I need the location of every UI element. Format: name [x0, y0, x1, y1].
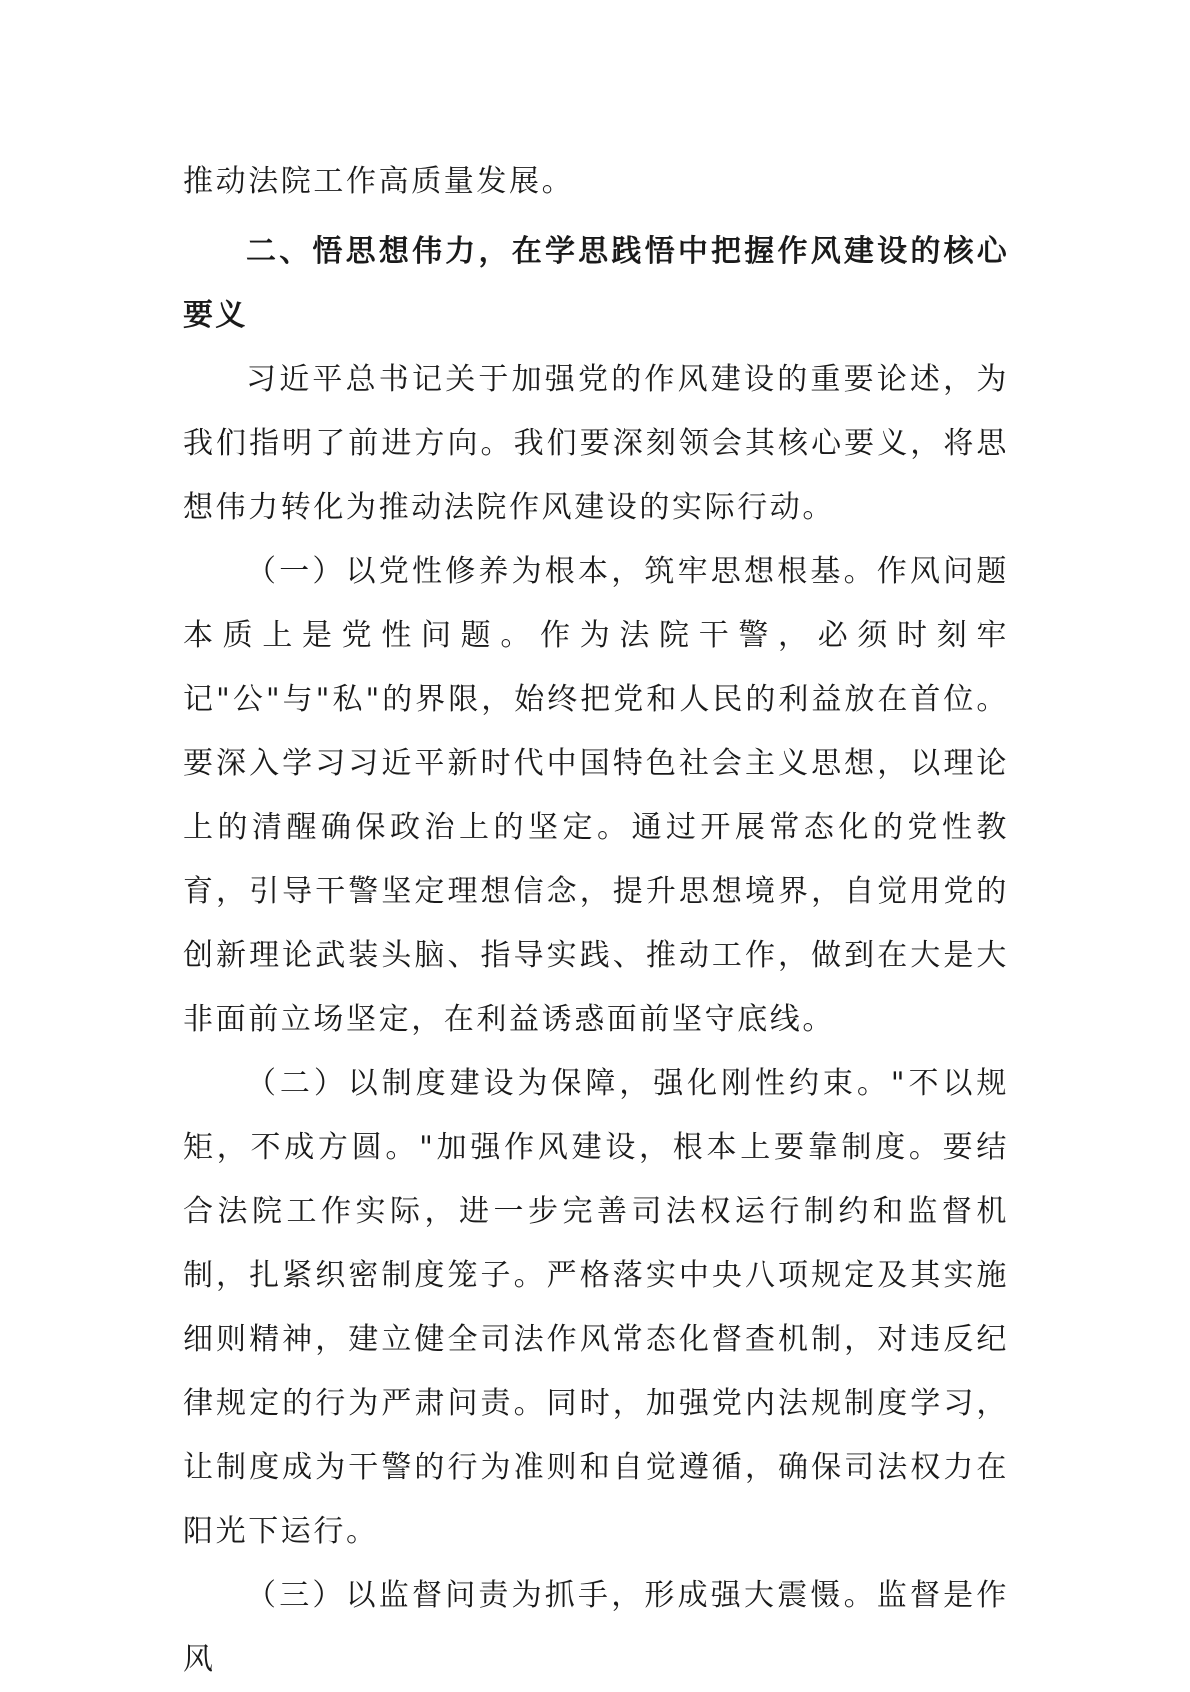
point-one-paragraph: （一）以党性修养为根本，筑牢思想根基。作风问题本质上是党性问题。作为法院干警，必须时刻牢记"公"与"私"的界限，始终把党和人民的利益放在首位。要深入学习习近平新时代中国特色社会主义思想，以理论上的清醒确保政治上的坚定。通过开展常态化的党性教育，引导干警坚定理想信念，提升思想境界，自觉用党的创新理论武装头脑、指导实践、推动工作，做到在大是大非面前立场坚定，在利益诱惑面前坚守底线。 — [183, 554, 1009, 1037]
point-three-paragraph: （三）以监督问责为抓手，形成强大震慑。监督是作风 — [183, 1578, 1009, 1677]
point-two-paragraph: （二）以制度建设为保障，强化刚性约束。"不以规矩，不成方圆。"加强作风建设，根本上要靠制度。要结合法院工作实际，进一步完善司法权运行制约和监督机制，扎紧织密制度笼子。严格落实中央八项规定及其实施细则精神，建立健全司法作风常态化督查机制，对违反纪律规定的行为严肃问责。同时，加强党内法规制度学习，让制度成为干警的行为准则和自觉遵循，确保司法权力在阳光下运行。 — [183, 1066, 1009, 1549]
intro-paragraph: 习近平总书记关于加强党的作风建设的重要论述，为我们指明了前进方向。我们要深刻领会其核心要义，将思想伟力转化为推动法院作风建设的实际行动。 — [183, 362, 1009, 525]
document-body — [183, 150, 1009, 1692]
section-heading: 二、悟思想伟力，在学思践悟中把握作风建设的核心要义 — [183, 234, 1009, 333]
continuation-paragraph: 推动法院工作高质量发展。 — [183, 164, 575, 199]
